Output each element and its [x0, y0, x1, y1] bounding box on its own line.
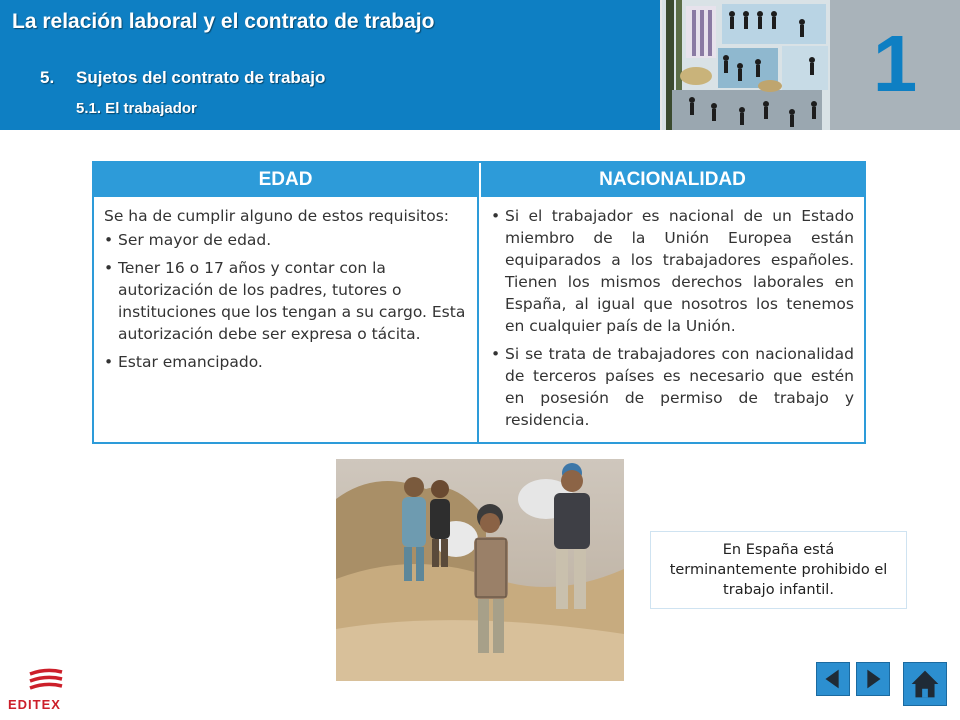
section-title: Sujetos del contrato de trabajo: [76, 68, 326, 87]
requirements-table: [92, 161, 866, 444]
next-slide-button[interactable]: [856, 662, 890, 696]
nationality-list: [491, 205, 854, 431]
list-item: • Estar emancipado.: [104, 351, 467, 373]
age-intro: Se ha de cumplir alguno de estos requisitos:: [104, 207, 450, 225]
previous-slide-button[interactable]: [816, 662, 850, 696]
home-button[interactable]: [903, 662, 947, 706]
page-title: La relación laboral y el contrato de trabajo: [12, 10, 435, 33]
subsection-heading: 5.1. El trabajador: [76, 100, 197, 117]
children-working-photo: [336, 459, 624, 681]
age-list: [104, 229, 467, 373]
nationality-column-body: [481, 197, 864, 431]
unit-badge: [830, 0, 960, 130]
age-column: [94, 163, 479, 442]
logo-text: EDITEX: [8, 697, 61, 712]
list-item: • Si el trabajador es nacional de un Estado miembro de la Unión Europea están equiparados a los trabajadores españoles. Tienen los mismos derechos laborales en España, al igual que nosotros los tenemos en cualquier país de la Unión.: [491, 205, 854, 337]
age-column-body: [94, 197, 477, 373]
arrow-left-icon: [817, 663, 849, 695]
section-heading: [40, 68, 325, 88]
photo-caption: En España está terminantemente prohibido el trabajo infantil.: [650, 531, 907, 609]
list-item: • Ser mayor de edad.: [104, 229, 467, 251]
arrow-right-icon: [857, 663, 889, 695]
age-column-header: EDAD: [94, 163, 477, 197]
list-item: • Si se trata de trabajadores con nacionalidad de terceros países es necesario que estén en posesión de permiso de trabajo y residencia.: [491, 343, 854, 431]
nationality-column: [481, 163, 864, 442]
editex-logo: [8, 668, 78, 712]
home-icon: [904, 663, 946, 705]
nationality-column-header: NACIONALIDAD: [481, 163, 864, 197]
business-people-collage-icon: [660, 0, 832, 130]
section-number: 5.: [40, 68, 55, 87]
unit-number: 1: [872, 19, 918, 108]
list-item: • Tener 16 o 17 años y contar con la autorización de los padres, tutores o instituciones que los tengan a su cargo. Esta autorización debe ser expresa o tácita.: [104, 257, 467, 345]
